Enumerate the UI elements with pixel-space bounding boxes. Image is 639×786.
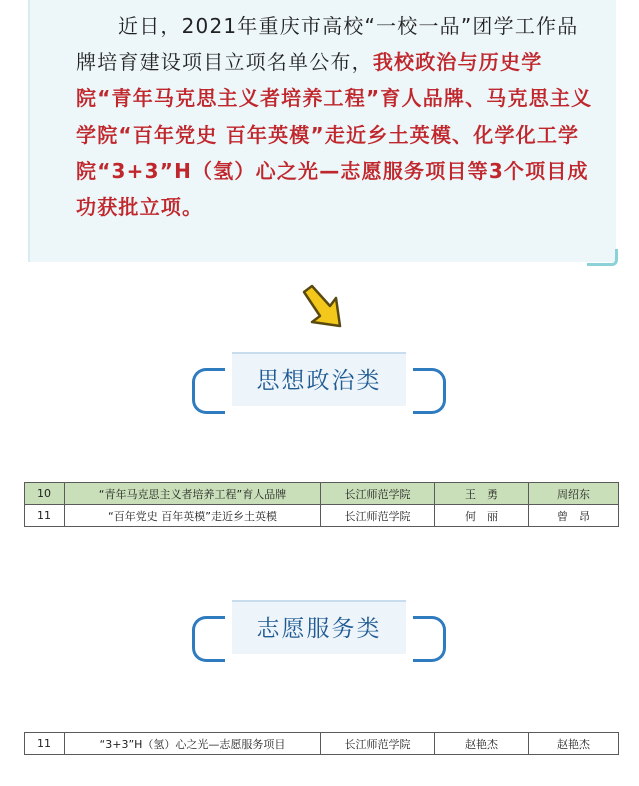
intro-panel (28, 0, 616, 262)
project-table-volunteer (24, 732, 619, 755)
intro-text (76, 8, 596, 225)
bracket-left-icon (192, 616, 225, 662)
cell-project: “3+3”H（氢）心之光—志愿服务项目 (65, 733, 321, 755)
bracket-left-icon (192, 368, 225, 414)
cell-advisor: 曾 昂 (529, 505, 619, 527)
section-heading-ideology (192, 352, 446, 406)
cell-school: 长江师范学院 (321, 505, 435, 527)
section-heading-label: 志愿服务类 (232, 600, 406, 654)
cell-advisor: 赵艳杰 (529, 733, 619, 755)
cell-number: 10 (25, 483, 65, 505)
cell-leader: 何 丽 (435, 505, 529, 527)
cell-number: 11 (25, 505, 65, 527)
cell-project: “青年马克思主义者培养工程”育人品牌 (65, 483, 321, 505)
intro-highlight: 我校政治与历史学院“青年马克思主义者培养工程”育人品牌、马克思主义学院“百年党史 百年英模”走近乡土英模、化学化工学院“3+3”H（氢）心之光—志愿服务项目等3个项目成功获批立项。 (76, 50, 593, 220)
table-row (25, 483, 619, 505)
table-row (25, 733, 619, 755)
cell-school: 长江师范学院 (321, 483, 435, 505)
cell-school: 长江师范学院 (321, 733, 435, 755)
cell-leader: 王 勇 (435, 483, 529, 505)
cell-project: “百年党史 百年英模”走近乡土英模 (65, 505, 321, 527)
bracket-right-icon (413, 616, 446, 662)
down-arrow-icon (300, 282, 346, 330)
intro-lead: 近日，2021年重庆市高校“一校一品”团学工作品牌培育建设项目立项名单公布， (76, 14, 579, 75)
cell-number: 11 (25, 733, 65, 755)
cell-advisor: 周绍东 (529, 483, 619, 505)
section-heading-label: 思想政治类 (232, 352, 406, 406)
table-row (25, 505, 619, 527)
panel-corner-decoration (587, 249, 618, 266)
bracket-right-icon (413, 368, 446, 414)
cell-leader: 赵艳杰 (435, 733, 529, 755)
project-table-ideology (24, 482, 619, 527)
section-heading-volunteer (192, 600, 446, 654)
